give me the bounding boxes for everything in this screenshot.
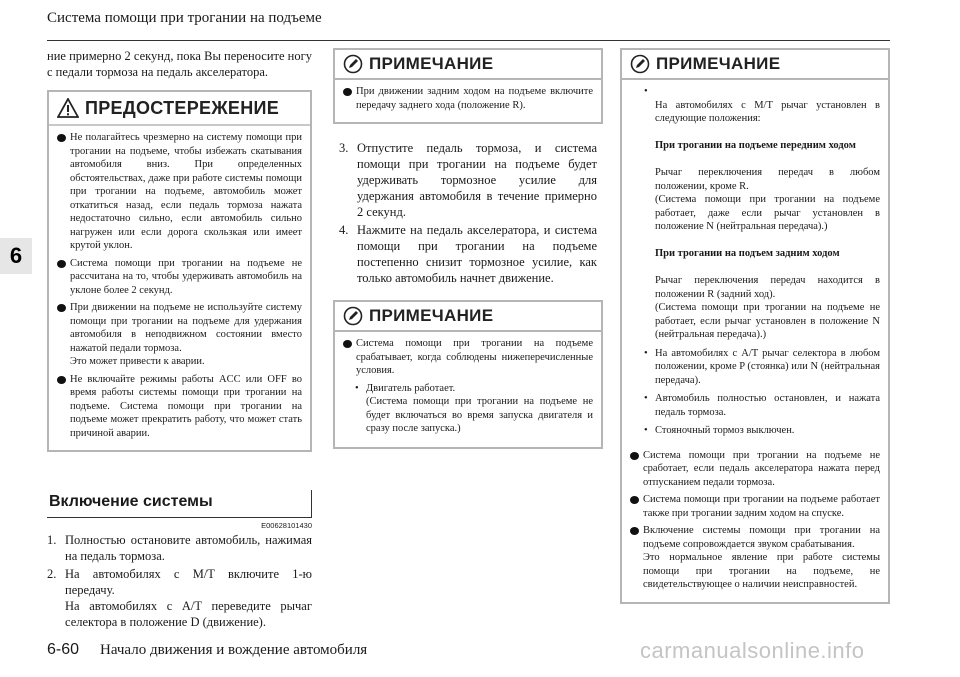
pencil-icon <box>630 54 650 74</box>
page-number: 6-60 <box>47 641 80 658</box>
watermark: carmanualsonline.info <box>640 638 865 663</box>
warning-triangle-icon <box>57 98 79 118</box>
note-box <box>620 48 890 604</box>
bullet-icon <box>57 304 66 312</box>
note-header <box>335 50 601 80</box>
page-header-title: Система помощи при трогании на подъеме <box>47 10 322 26</box>
sub-item: • На автомобилях с M/T рычаг установлен в следующие положения: При трогании на подъеме передним ходом Рычаг переключения передач в любом положении, кроме R. (Система помощи при трогании на подъеме работает, даже если рычаг установлен в положение N (нейтральная передача).) При трогании на подъем задним ходом Рычаг переключения передач находится в положении R (задний ход). (Система помощи при трогании на подъеме не работает, если рычаг установлен в положение N (нейтральная передача).) <box>644 86 880 340</box>
list-item: Система помощи при трогании на подъеме не сработает, если педаль акселератора нажата перед отпусканием педали тормоза. <box>630 449 880 490</box>
sub-item: • На автомобилях с A/T рычаг селектора в любом положении, кроме P (стоянка) или N (нейтральная передача). <box>644 347 880 386</box>
sub-item: • Стояночный тормоз выключен. <box>644 425 795 436</box>
note-title: ПРИМЕЧАНИЕ <box>656 54 781 73</box>
list-item: Система помощи при трогании на подъеме не рассчитана на то, чтобы удерживать автомобиль на уклоне более 2 секунд. <box>57 257 302 298</box>
footer-title: Начало движения и вождение автомобиля <box>100 642 368 658</box>
note-title: ПРИМЕЧАНИЕ <box>369 54 494 73</box>
section-heading <box>47 486 312 518</box>
bullet-icon <box>343 88 352 96</box>
list-item: Система помощи при трогании на подъеме работает также при трогании задним ходом на спуске. <box>630 493 880 520</box>
note-bullets <box>622 449 888 602</box>
column-right <box>620 48 890 604</box>
step-item: 1. Полностью остановите автомобиль, нажимая на педаль тормоза. <box>47 533 312 563</box>
bullet-icon <box>57 134 66 142</box>
note-header <box>622 50 888 80</box>
bullet-icon <box>630 452 639 460</box>
column-middle <box>333 48 603 449</box>
bullet-icon <box>630 527 639 535</box>
list-item: Включение системы помощи при трогании на подъеме сопровождается звуком срабатывания. Это нормальное явление при работе системы помощи при трогании на подъеме, не свидетельствующее о наличии неисправностей. <box>630 524 880 592</box>
bullet-icon <box>630 496 639 504</box>
list-item: При движении задним ходом на подъеме включите передачу заднего хода (положение R). <box>343 85 593 112</box>
pencil-icon <box>343 54 363 74</box>
step-item: 2. На автомобилях с M/T включите 1-ю передачу. На автомобилях с A/T переведите рычаг селектора в положение D (движение). <box>47 567 312 629</box>
warning-title: ПРЕДОСТЕРЕЖЕНИЕ <box>85 97 280 118</box>
warning-body <box>49 126 310 450</box>
steps-block <box>333 124 603 286</box>
note-box <box>333 48 603 124</box>
bullet-icon <box>57 376 66 384</box>
warning-box <box>47 90 312 452</box>
list-item: Не включайте режимы работы ACC или OFF во время работы системы помощи при трогании на подъеме. Система помощи при трогании на подъеме может прекратить работу, что может стать причиной аварии. <box>57 373 302 441</box>
section-title: Включение системы <box>49 492 213 510</box>
note-body <box>335 80 601 122</box>
section-code: E00628101430 <box>261 521 312 530</box>
list-item: При движении на подъеме не используйте систему помощи при трогании на подъеме для удержания автомобиля в неподвижном состоянии вместо нажатой педали тормоза. Это может привести к аварии. <box>57 301 302 369</box>
list-item: Система помощи при трогании на подъеме срабатывает, когда соблюдены нижеперечисленные условия. <box>343 337 593 378</box>
intro-paragraph: ние примерно 2 секунд, пока Вы переносите ногу с педали тормоза на педаль акселератора. <box>47 49 312 79</box>
sub-item: • Двигатель работает. (Система помощи при трогании на подъеме не будет включаться во время запуска двигателя и сразу после запуска.) <box>355 382 593 434</box>
chapter-number: 6 <box>9 243 23 268</box>
column-left <box>47 48 312 630</box>
note-body <box>622 80 888 449</box>
note-header <box>335 302 601 332</box>
note-box <box>333 300 603 449</box>
sub-item: • Автомобиль полностью остановлен, и нажата педаль тормоза. <box>644 393 880 418</box>
bullet-icon <box>343 340 352 348</box>
step-item: 4. Нажмите на педаль акселератора, и система помощи при трогании на подъеме постепенно снизит тормозное усилие, как только автомобиль начнет движение. <box>339 223 597 285</box>
pencil-icon <box>343 306 363 326</box>
note-title: ПРИМЕЧАНИЕ <box>369 306 494 325</box>
list-item: Не полагайтесь чрезмерно на систему помощи при трогании на подъеме, чтобы избежать скатывания автомобиля вниз. При определенных обстоятельствах, даже при работе системы помощи при трогании на подъеме, автомобиль может откатиться назад, если педаль тормоза нажата недостаточно сильно, если автомобиль сильно нагружен или если дорога скользкая или имеет крутой уклон. <box>57 131 302 253</box>
chapter-tab <box>0 238 32 274</box>
step-item: 3. Отпустите педаль тормоза, и система помощи при трогании на подъеме будет удерживать тормозное усилие для удержания автомобиля в течение примерно 2 секунд. <box>339 141 597 219</box>
warning-header <box>49 92 310 126</box>
bullet-icon <box>57 260 66 268</box>
note-body <box>335 332 601 447</box>
header-rule <box>47 40 890 41</box>
